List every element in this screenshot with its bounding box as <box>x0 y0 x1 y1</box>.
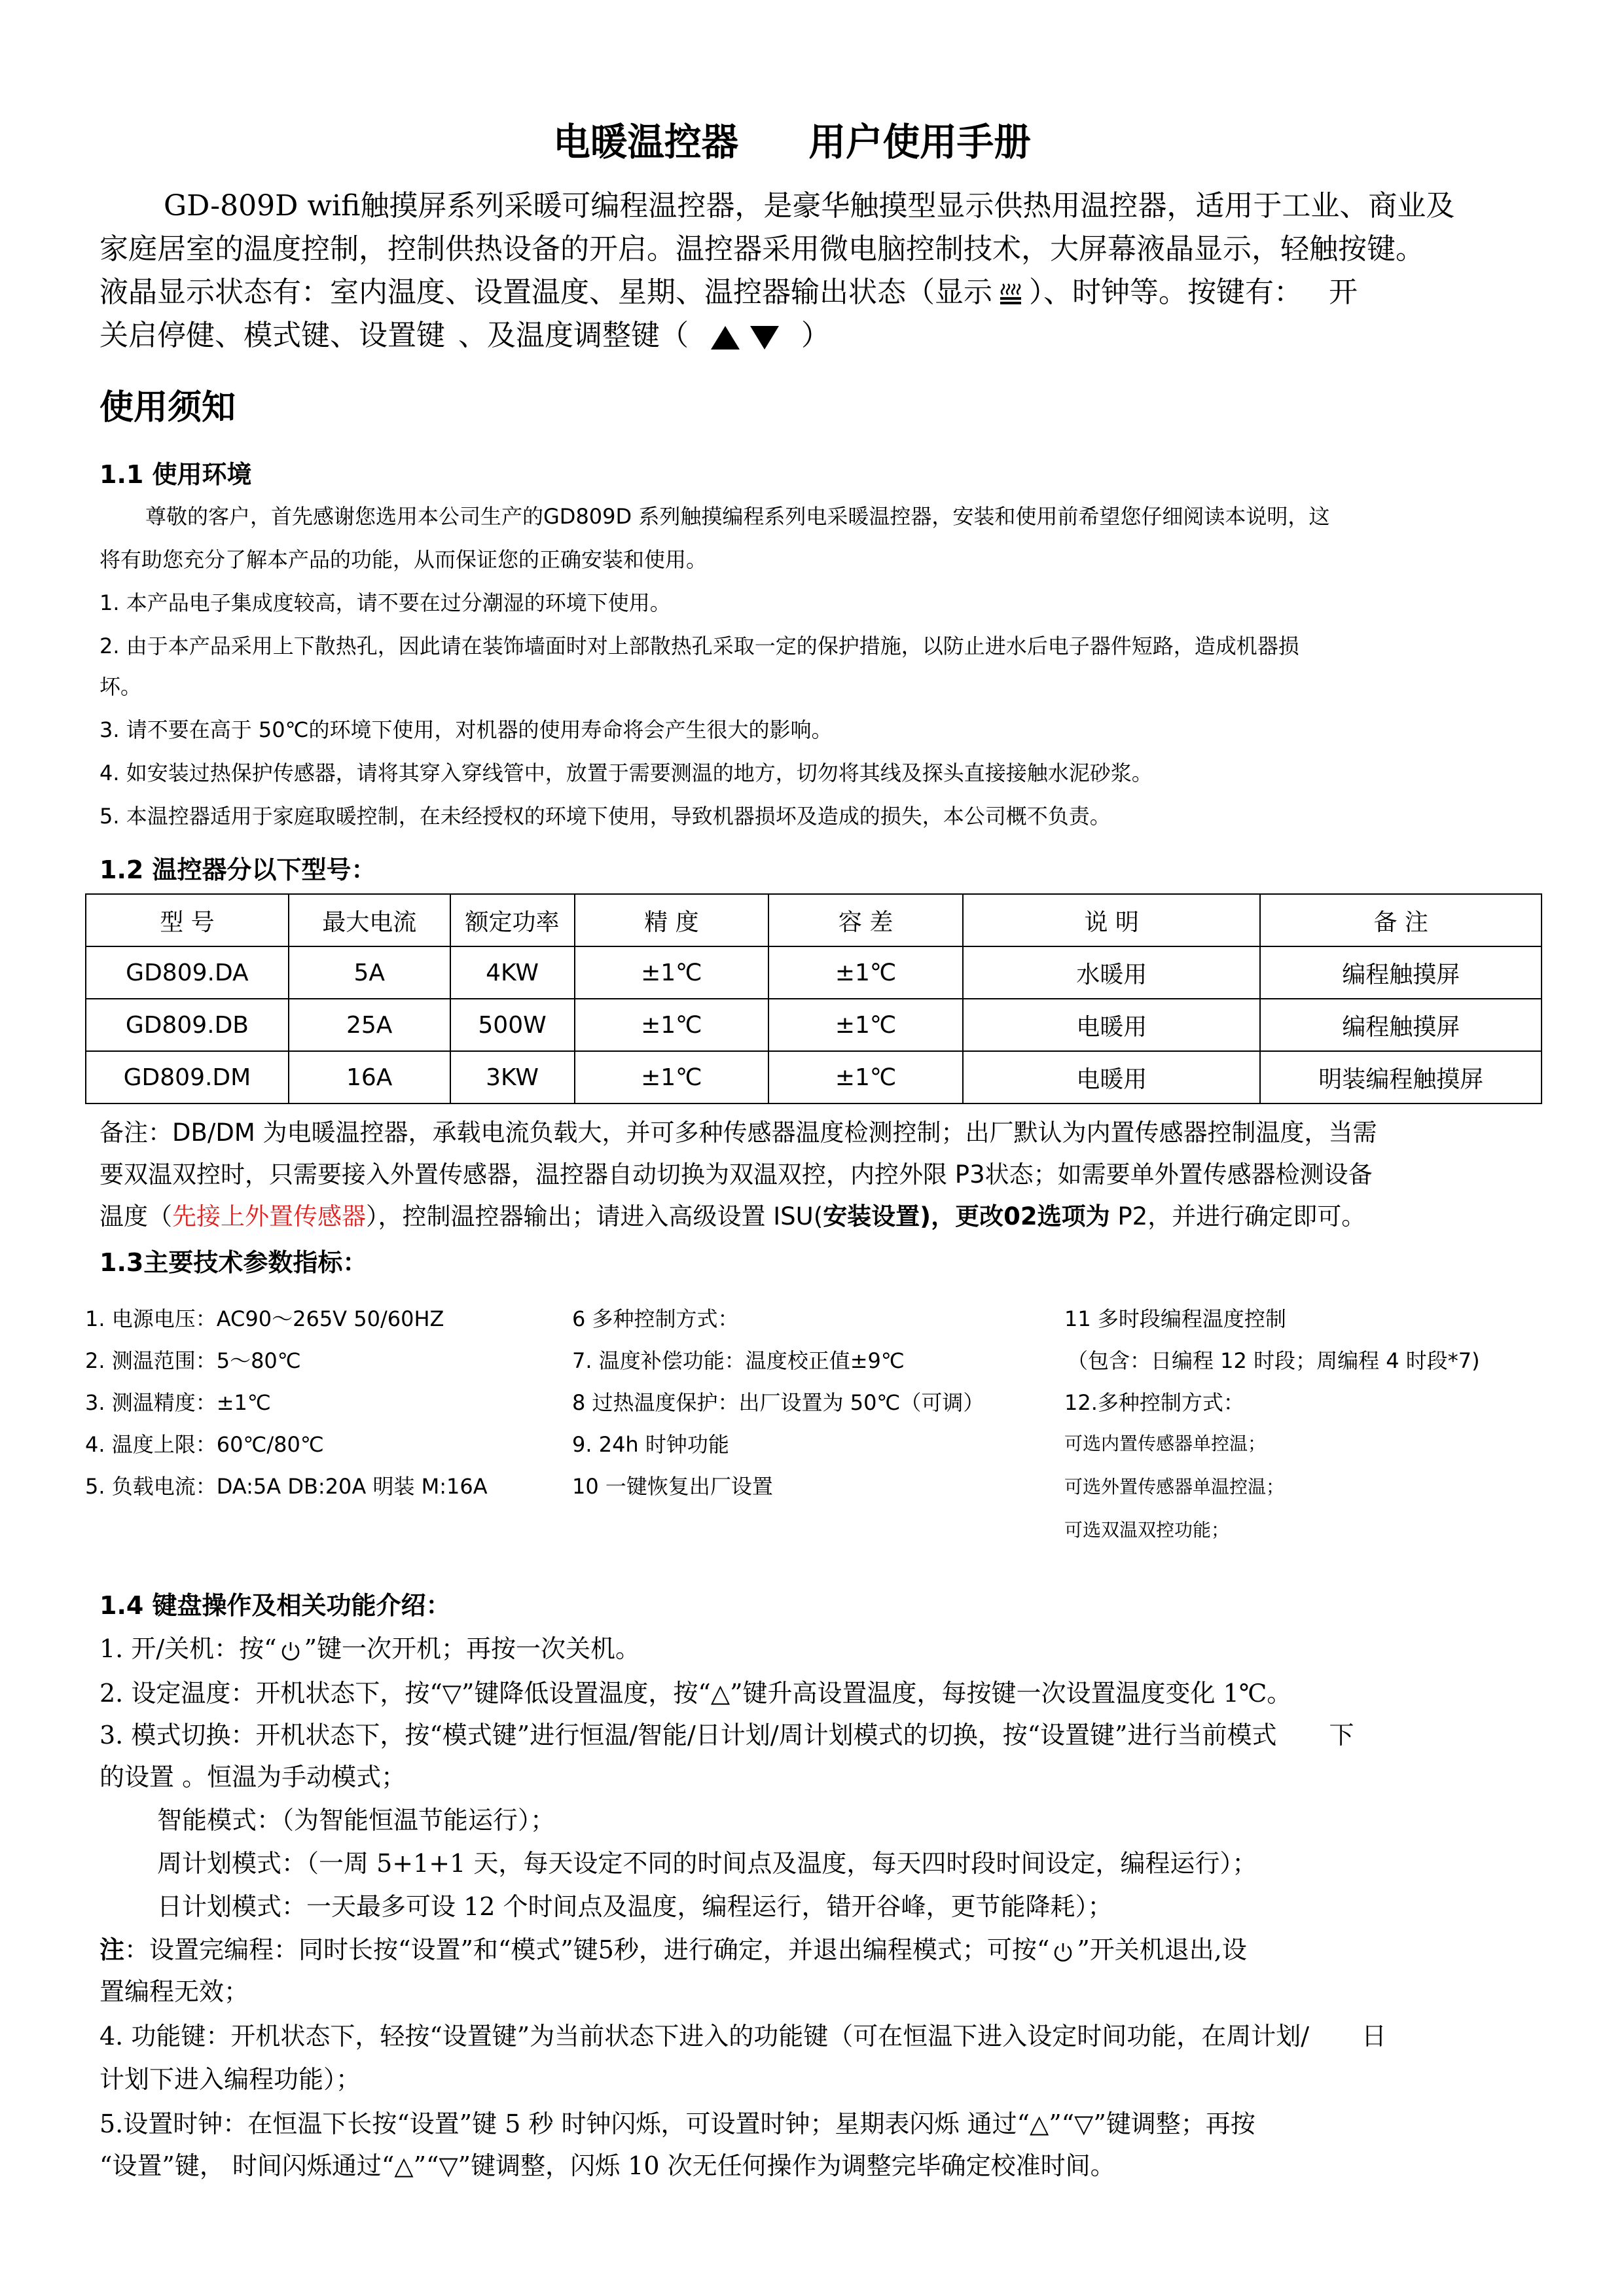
table-cell: GD809.DM <box>86 1051 289 1103</box>
s14-line-2: 2. 设定温度：开机状态下，按“▽”键降低设置温度，按“△”键升高设置温度，每按键一次设置温度变化 1℃。 <box>99 1679 1292 1708</box>
s14-line-11: 计划下进入编程功能）； <box>99 2065 361 2094</box>
table-cell: 3KW <box>450 1051 575 1103</box>
s11-item-3: 3. 请不要在高于 50℃的环境下使用，对机器的使用寿命将会产生很大的影响。 <box>99 717 833 742</box>
s13-col2-item-2: 7. 温度补偿功能：温度校正值±9℃ <box>572 1348 905 1373</box>
s12-note-line-3-c: P2，并进行确定即可。 <box>1110 1202 1366 1230</box>
intro-line-3 <box>99 271 1358 314</box>
s13-col3-item-3: 12.多种控制方式： <box>1064 1390 1244 1415</box>
s12-note-line-3-b: ），控制温控器输出；请进入高级设置 ISU( <box>366 1202 823 1230</box>
table-cell: ±1℃ <box>575 946 769 999</box>
s12-note-line-3-a: 温度（ <box>99 1202 172 1230</box>
s13-col1-item-4: 4. 温度上限：60℃/80℃ <box>85 1432 324 1457</box>
s13-col3-item-4: 可选内置传感器单控温； <box>1064 1433 1267 1454</box>
heat-output-icon <box>999 281 1022 308</box>
s12-heading: 1.2 温控器分以下型号： <box>99 855 376 884</box>
s14-line-12: 5.设置时钟：在恒温下长按“设置”键 5 秒 时钟闪烁，可设置时钟；星期表闪烁 通过“△”“▽”键调整；再按 <box>99 2109 1255 2138</box>
table-cell: ±1℃ <box>768 1051 963 1103</box>
s13-col3-item-5: 可选外置传感器单温控温； <box>1064 1476 1285 1498</box>
col-header-tolerance: 容 差 <box>768 894 963 946</box>
s14-line-3-b: 下 <box>1329 1721 1354 1749</box>
table-cell: 16A <box>289 1051 450 1103</box>
s13-col3-item-2: （包含：日编程 12 时段；周编程 4 时段*7) <box>1067 1348 1480 1373</box>
s13-col1-item-3: 3. 测温精度：±1℃ <box>85 1390 271 1415</box>
intro-line-1: GD-809D wifi触摸屏系列采暖可编程温控器，是豪华触摸型显示供热用温控器，适用于工业、商业及 <box>164 189 1455 223</box>
s13-col3-item-6: 可选双温双控功能； <box>1064 1519 1230 1541</box>
s14-line-10-b: 日 <box>1362 2022 1387 2051</box>
s14-line-6: 周计划模式：（一周 5+1+1 天，每天设定不同的时间点及温度，每天四时段时间设定，编程运行）； <box>157 1849 1257 1878</box>
col-header-description: 说 明 <box>963 894 1260 946</box>
s14-line-10-a: 4. 功能键：开机状态下，轻按“设置键”为当前状态下进入的功能键（可在恒温下进入设定时间功能，在周计划/ <box>99 2022 1309 2051</box>
s14-line-9: 置编程无效； <box>99 1977 249 2006</box>
table-row <box>86 946 1542 999</box>
s14-line-3 <box>99 1715 1354 1751</box>
table-cell: GD809.DA <box>86 946 289 999</box>
table-cell: ±1℃ <box>575 999 769 1051</box>
s13-col1-item-5: 5. 负载电流：DA:5A DB:20A 明装 M:16A <box>85 1474 488 1499</box>
intro-line-2: 家庭居室的温度控制，控制供热设备的开启。温控器采用微电脑控制技术，大屏幕液晶显示，轻触按键。 <box>99 232 1424 266</box>
triangle-up-icon <box>711 326 740 350</box>
col-header-precision: 精 度 <box>575 894 769 946</box>
power-icon <box>280 1640 302 1662</box>
table-row <box>86 1051 1542 1103</box>
s13-col2-item-4: 9. 24h 时钟功能 <box>572 1432 729 1457</box>
s14-line-13: “设置”键， 时间闪烁通过“△”“▽”键调整，闪烁 10 次无任何操作为调整完毕确定校准时间。 <box>99 2151 1115 2180</box>
table-cell: GD809.DB <box>86 999 289 1051</box>
table-cell: 4KW <box>450 946 575 999</box>
s13-col3-item-1: 11 多时段编程温度控制 <box>1064 1306 1286 1331</box>
table-cell: ±1℃ <box>768 946 963 999</box>
col-header-max-current: 最大电流 <box>289 894 450 946</box>
s14-line-8-a: ：设置完编程：同时长按“设置”和“模式”键5秒，进行确定，并退出编程模式；可按“ <box>124 1935 1050 1964</box>
s14-note-label: 注 <box>99 1935 125 1964</box>
s13-col2-item-5: 10 一键恢复出厂设置 <box>572 1474 773 1499</box>
s12-note-highlight: 先接上外置传感器 <box>172 1202 366 1230</box>
table-cell: ±1℃ <box>768 999 963 1051</box>
s14-line-8-b: ”开关机退出,设 <box>1077 1935 1247 1964</box>
s13-col2-item-3: 8 过热温度保护：出厂设置为 50℃（可调） <box>572 1390 984 1415</box>
s11-heading: 1.1 使用环境 <box>99 460 252 489</box>
table-cell: 电暖用 <box>963 1051 1260 1103</box>
col-header-rated-power: 额定功率 <box>450 894 575 946</box>
s11-item-4: 4. 如安装过热保护传感器，请将其穿入穿线管中，放置于需要测温的地方，切勿将其线及探头直接接触水泥砂浆。 <box>99 761 1153 785</box>
intro-line-3-c: 开 <box>1329 276 1358 309</box>
col-header-remark: 备 注 <box>1260 894 1542 946</box>
s13-heading: 1.3主要技术参数指标： <box>99 1248 368 1277</box>
table-cell: 25A <box>289 999 450 1051</box>
triangle-down-icon <box>750 326 779 350</box>
table-cell: 编程触摸屏 <box>1260 946 1542 999</box>
table-cell: 电暖用 <box>963 999 1260 1051</box>
s14-line-7: 日计划模式：一天最多可设 12 个时间点及温度，编程运行，错开谷峰，更节能降耗）； <box>157 1892 1113 1921</box>
s11-item-5: 5. 本温控器适用于家庭取暖控制，在未经授权的环境下使用，导致机器损坏及造成的损失，本公司概不负责。 <box>99 804 1111 829</box>
intro-line-4-b: 、及温度调整键（ <box>458 319 689 352</box>
page-title <box>0 111 1584 166</box>
section-heading: 使用须知 <box>99 388 236 427</box>
intro-line-4-a: 关启停健、模式键、设置键 <box>99 319 445 352</box>
intro-line-4 <box>99 314 830 357</box>
intro-line-4-c: ） <box>801 319 830 352</box>
col-header-model: 型 号 <box>86 894 289 946</box>
s13-col1-item-2: 2. 测温范围：5～80℃ <box>85 1348 301 1373</box>
s11-item-1: 1. 本产品电子集成度较高，请不要在过分潮湿的环境下使用。 <box>99 590 671 615</box>
s11-para-line-2: 将有助您充分了解本产品的功能，从而保证您的正确安装和使用。 <box>99 547 708 572</box>
table-cell: 编程触摸屏 <box>1260 999 1542 1051</box>
table-cell: 水暖用 <box>963 946 1260 999</box>
s14-line-5: 智能模式：（为智能恒温节能运行）； <box>157 1806 556 1835</box>
s14-line-1 <box>99 1628 640 1664</box>
s13-col2-item-1: 6 多种控制方式： <box>572 1306 739 1331</box>
s11-para-line-1: 尊敬的客户，首先感谢您选用本公司生产的GD809D 系列触摸编程系列电采暖温控器，安装和使用前希望您仔细阅读本说明，这 <box>145 504 1330 529</box>
table-row <box>86 999 1542 1051</box>
title-part2: 用户使用手册 <box>808 120 1031 164</box>
intro-line-3-b: ）、时钟等。按键有： <box>1029 276 1303 309</box>
power-icon <box>1052 1941 1074 1964</box>
title-part1: 电暖温控器 <box>553 120 739 164</box>
s14-line-3-a: 3. 模式切换：开机状态下，按“模式键”进行恒温/智能/日计划/周计划模式的切换，按“设置键”进行当前模式 <box>99 1721 1277 1749</box>
s14-heading: 1.4 键盘操作及相关功能介绍： <box>99 1591 451 1620</box>
table-cell: 5A <box>289 946 450 999</box>
s12-note-line-1: 备注：DB/DM 为电暖温控器，承载电流负载大，并可多种传感器温度检测控制；出厂默认为内置传感器控制温度，当需 <box>99 1119 1377 1147</box>
s14-line-8 <box>99 1929 1247 1965</box>
intro-line-3-a: 液晶显示状态有：室内温度、设置温度、星期、温控器输出状态（显示 <box>99 276 992 309</box>
table-cell: 500W <box>450 999 575 1051</box>
s12-note-line-2: 要双温双控时，只需要接入外置传感器，温控器自动切换为双温双控，内控外限 P3状态；如需要单外置传感器检测设备 <box>99 1160 1373 1189</box>
model-table <box>85 893 1542 1104</box>
s11-item-2: 2. 由于本产品采用上下散热孔，因此请在装饰墙面时对上部散热孔采取一定的保护措施，以防止进水后电子器件短路，造成机器损 <box>99 634 1299 658</box>
s13-col1-item-1: 1. 电源电压：AC90～265V 50/60HZ <box>85 1306 444 1331</box>
s14-line-4: 的设置 。恒温为手动模式； <box>99 1763 406 1791</box>
s11-item-2-cont: 坏。 <box>99 674 142 699</box>
s12-note-line-3-bold: 安装设置)，更改02选项为 <box>823 1202 1110 1230</box>
s12-note-line-3 <box>99 1196 1365 1232</box>
s14-line-1-a: 1. 开/关机：按“ <box>99 1634 277 1663</box>
s14-line-10 <box>99 2016 1386 2052</box>
s14-line-1-b: ”键一次开机；再按一次关机。 <box>304 1634 641 1663</box>
table-header-row <box>86 894 1542 946</box>
table-cell: 明装编程触摸屏 <box>1260 1051 1542 1103</box>
table-cell: ±1℃ <box>575 1051 769 1103</box>
